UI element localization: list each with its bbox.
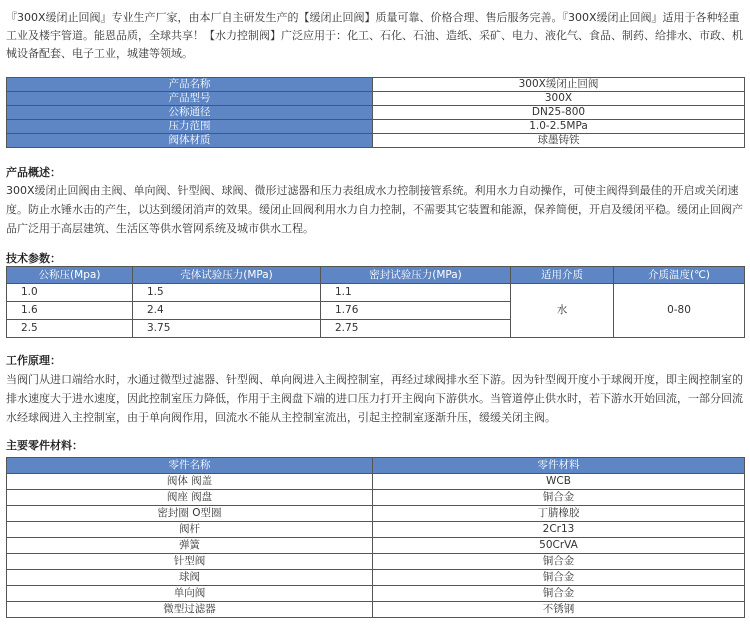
basic-info-value: 300X [373, 92, 745, 106]
basic-info-label: 阀体材质 [7, 134, 373, 148]
part-material: 铜合金 [373, 570, 745, 586]
basic-info-table [6, 77, 745, 148]
part-name: 微型过滤器 [7, 602, 373, 618]
parts-header-cell: 零件材料 [373, 458, 745, 474]
basic-info-value: 300X缓闭止回阀 [373, 78, 745, 92]
principle-text: 当阀门从进口端给水时，水通过微型过滤器、针型阀、单向阀进入主阀控制室，再经过球阀排水至下游。因为针型阀开度小于球阀开度，即主阀控制室的排水速度大于进水速度，因此控制室压力降低，作用于主阀盘下端的进口压力打开主阀向下游供水。当管道停止供水时，若下游水开始回流，一部分回流水经球阀进入主控制室，由于单向阀作用，回流水不能从主控制室流出，引起主控制室逐渐升压，缓缓关闭主阀。 [6, 373, 743, 424]
basic-info-value: DN25-800 [373, 106, 745, 120]
basic-info-row [7, 78, 745, 92]
part-name: 弹簧 [7, 538, 373, 554]
parts-table [6, 457, 745, 618]
intro-paragraph: 『300X缓闭止回阀』专业生产厂家，由本厂自主研发生产的【缓闭止回阀】质量可靠、价格合理、售后服务完善。『300X缓闭止回阀』适用于各种轻重工业及楼宇管道。能恩品质，全球共享！【水力控制阀】广泛应用于：化工、石化、石油、造纸、采矿、电力、液化气、食品、制药、给排水、市政、机械设备配套、电子工业，城建等领域。 [6, 11, 743, 60]
parts-header-cell: 零件名称 [7, 458, 373, 474]
tech-header-cell: 密封试验压力(MPa) [321, 267, 511, 284]
basic-info-value: 球墨铸铁 [373, 134, 745, 148]
tech-header-cell: 介质温度(℃) [614, 267, 745, 284]
part-material: WCB [373, 474, 745, 490]
parts-row [7, 538, 745, 554]
tech-row [7, 284, 745, 302]
part-name: 球阀 [7, 570, 373, 586]
part-material: 铜合金 [373, 490, 745, 506]
basic-info-row [7, 92, 745, 106]
tech-header-cell: 壳体试验压力(MPa) [133, 267, 321, 284]
tech-cell-temperature: 0-80 [614, 284, 745, 338]
parts-header-row [7, 458, 745, 474]
tech-cell-medium: 水 [511, 284, 614, 338]
overview-heading: 产品概述： [6, 166, 61, 179]
part-name: 阀杆 [7, 522, 373, 538]
parts-row [7, 570, 745, 586]
parts-row [7, 490, 745, 506]
tech-params-body [7, 267, 745, 338]
part-material: 丁腈橡胶 [373, 506, 745, 522]
part-material: 不锈钢 [373, 602, 745, 618]
parts-row [7, 506, 745, 522]
parts-body [7, 458, 745, 618]
basic-info-row [7, 106, 745, 120]
tech-cell-shell-pressure: 1.5 [133, 284, 321, 302]
tech-cell-nominal-pressure: 2.5 [7, 320, 133, 338]
tech-cell-seal-pressure: 2.75 [321, 320, 511, 338]
parts-row [7, 554, 745, 570]
part-name: 密封圈 O型圈 [7, 506, 373, 522]
part-material: 2Cr13 [373, 522, 745, 538]
parts-row [7, 602, 745, 618]
basic-info-label: 压力范围 [7, 120, 373, 134]
tech-params-table [6, 266, 745, 338]
basic-info-label: 公称通径 [7, 106, 373, 120]
tech-cell-shell-pressure: 2.4 [133, 302, 321, 320]
tech-cell-seal-pressure: 1.1 [321, 284, 511, 302]
parts-row [7, 522, 745, 538]
tech-cell-nominal-pressure: 1.0 [7, 284, 133, 302]
part-name: 针型阀 [7, 554, 373, 570]
basic-info-row [7, 134, 745, 148]
parts-row [7, 474, 745, 490]
parts-heading: 主要零件材料： [6, 439, 83, 452]
tech-header-row [7, 267, 745, 284]
tech-heading: 技术参数： [6, 252, 61, 265]
parts-row [7, 586, 745, 602]
tech-cell-shell-pressure: 3.75 [133, 320, 321, 338]
part-material: 50CrVA [373, 538, 745, 554]
part-name: 阀体 阀盖 [7, 474, 373, 490]
tech-header-cell: 适用介质 [511, 267, 614, 284]
basic-info-value: 1.0-2.5MPa [373, 120, 745, 134]
basic-info-body [7, 78, 745, 148]
basic-info-label: 产品型号 [7, 92, 373, 106]
tech-cell-nominal-pressure: 1.6 [7, 302, 133, 320]
principle-heading: 工作原理： [6, 354, 61, 367]
part-name: 单向阀 [7, 586, 373, 602]
tech-cell-seal-pressure: 1.76 [321, 302, 511, 320]
part-material: 铜合金 [373, 554, 745, 570]
overview-text: 300X缓闭止回阀由主阀、单向阀、针型阀、球阀、微形过滤器和压力表组成水力控制接管系统。利用水力自动操作，可使主阀得到最佳的开启或关闭速度。防止水锤水击的产生，以达到缓闭消声的效果。缓闭止回阀利用水力自力控制，不需要其它装置和能源，保养简便，开启及缓闭平稳。缓闭止回阀产品广泛用于高层建筑、生活区等供水管网系统及城市供水工程。 [6, 184, 743, 235]
basic-info-row [7, 120, 745, 134]
part-name: 阀座 阀盘 [7, 490, 373, 506]
basic-info-label: 产品名称 [7, 78, 373, 92]
part-material: 铜合金 [373, 586, 745, 602]
tech-header-cell: 公称压(Mpa) [7, 267, 133, 284]
